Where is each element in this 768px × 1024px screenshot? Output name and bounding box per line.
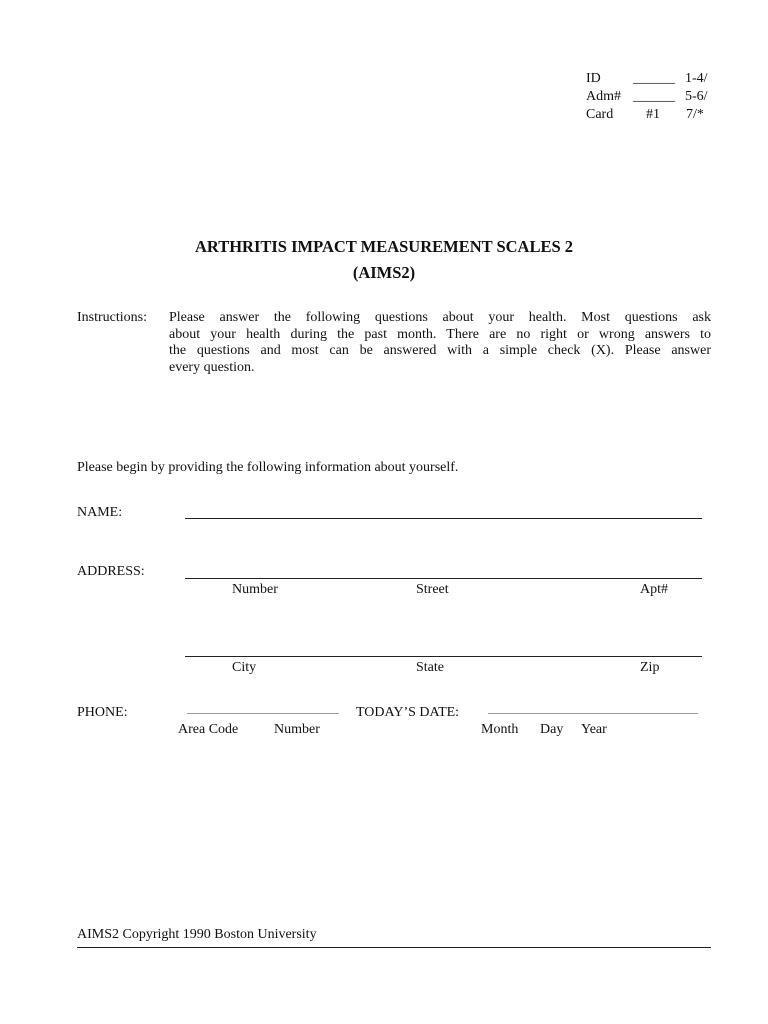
instructions-text xyxy=(169,310,711,376)
address-street-label: Street xyxy=(416,582,449,597)
adm-code: 5-6/ xyxy=(685,89,708,104)
adm-blank: ______ xyxy=(633,89,675,104)
address-number-label: Number xyxy=(232,582,278,597)
phone-area-code-label: Area Code xyxy=(178,722,239,737)
instructions-line: about your health during the past month. There are no right or wrong answers to xyxy=(169,326,711,342)
id-code: 1-4/ xyxy=(685,71,708,86)
address-line2-field[interactable] xyxy=(185,656,702,657)
phone-number-label: Number xyxy=(274,722,320,737)
address-zip-label: Zip xyxy=(640,660,660,675)
page-subtitle: (AIMS2) xyxy=(352,263,416,282)
date-day-label: Day xyxy=(540,722,564,737)
adm-label: Adm# xyxy=(586,89,621,104)
instructions-line: Please answer the following questions about your health. Most questions ask xyxy=(169,310,711,325)
card-number: #1 xyxy=(646,107,660,122)
address-line1-field[interactable] xyxy=(185,578,702,579)
card-code: 7/* xyxy=(686,107,704,122)
date-field[interactable] xyxy=(488,713,698,714)
id-label: ID xyxy=(586,71,601,86)
card-label: Card xyxy=(586,107,614,122)
footer-rule xyxy=(77,947,711,948)
name-label: NAME: xyxy=(77,505,123,520)
address-city-label: City xyxy=(232,660,257,675)
instructions-label: Instructions: xyxy=(77,310,147,325)
date-year-label: Year xyxy=(581,722,607,737)
instructions-line: the questions and most can be answered with a simple check (X). Please answer xyxy=(169,343,711,358)
page-title: ARTHRITIS IMPACT MEASUREMENT SCALES 2 xyxy=(194,237,574,256)
footer-copyright: AIMS2 Copyright 1990 Boston University xyxy=(77,927,317,942)
name-field[interactable] xyxy=(185,518,702,519)
date-label: TODAY’S DATE: xyxy=(356,705,460,720)
address-label: ADDRESS: xyxy=(77,564,145,579)
phone-field[interactable] xyxy=(187,713,339,714)
address-apt-label: Apt# xyxy=(640,582,668,597)
id-blank: ______ xyxy=(633,71,675,86)
intro-text: Please begin by providing the following information about yourself. xyxy=(77,460,459,475)
phone-label: PHONE: xyxy=(77,705,128,720)
date-month-label: Month xyxy=(481,722,519,737)
address-state-label: State xyxy=(416,660,444,675)
instructions-line: every question. xyxy=(169,359,255,375)
